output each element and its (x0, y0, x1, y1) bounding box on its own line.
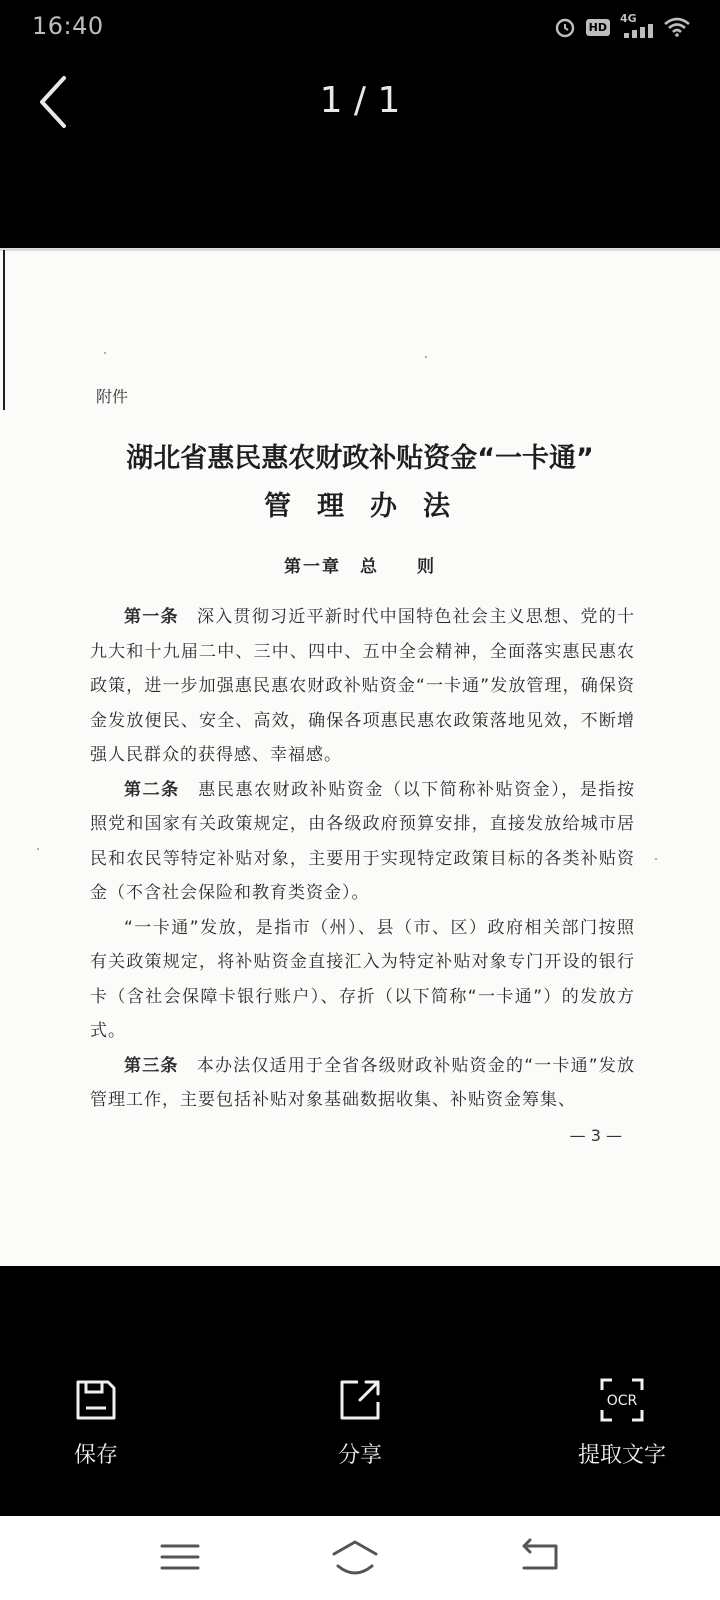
document-body (90, 600, 635, 1118)
back-nav-button[interactable] (518, 1538, 562, 1576)
menu-icon (158, 1538, 202, 1576)
article-lead: 第二条 (124, 779, 180, 800)
scan-edge-left (3, 250, 5, 410)
save-button[interactable] (26, 1376, 166, 1469)
document-subtitle: 管理办法 (264, 491, 476, 522)
article-paragraph (90, 911, 635, 1049)
share-label: 分享 (337, 1443, 382, 1468)
back-nav-icon (518, 1538, 562, 1576)
home-button[interactable] (330, 1538, 380, 1576)
status-bar (0, 0, 720, 56)
save-label: 保存 (73, 1443, 118, 1468)
ocr-icon-text: OCR (606, 1393, 638, 1409)
scan-speck (37, 848, 39, 850)
alarm-icon (554, 16, 576, 38)
article-paragraph (90, 1049, 635, 1118)
page-counter: 1 / 1 (319, 80, 401, 121)
chapter-heading: 第一章 总 则 (284, 557, 436, 577)
wifi-icon (664, 17, 690, 37)
system-nav-bar (0, 1516, 720, 1600)
signal-4g-icon (620, 12, 654, 38)
extract-text-label: 提取文字 (577, 1443, 666, 1468)
home-icon (330, 1538, 380, 1576)
share-button[interactable] (290, 1376, 430, 1469)
network-type: 4G (620, 12, 637, 25)
share-icon (336, 1376, 384, 1424)
scan-speck (425, 356, 427, 358)
article-text: “一卡通”发放，是指市（州）、县（市、区）政府相关部门按照有关政策规定，将补贴资金直接汇入为特定补贴对象专门开设的银行卡（含社会保障卡银行账户）、存折（以下简称“一卡通”）的发放方式。 (90, 917, 635, 1041)
status-time: 16:40 (32, 12, 104, 40)
document-image[interactable] (0, 248, 720, 1266)
article-paragraph (90, 773, 635, 911)
save-icon (72, 1376, 120, 1424)
extract-text-button[interactable] (552, 1376, 692, 1469)
article-paragraph (90, 600, 635, 773)
article-text: 本办法仅适用于全省各级财政补贴资金的“一卡通”发放管理工作，主要包括补贴对象基础数据收集、补贴资金筹集、 (90, 1055, 635, 1110)
status-icons (554, 12, 690, 38)
article-lead: 第三条 (124, 1055, 179, 1076)
attachment-label: 附件 (96, 387, 129, 406)
scan-speck (655, 858, 657, 860)
scan-edge-top (0, 248, 720, 251)
article-text: 深入贯彻习近平新时代中国特色社会主义思想、党的十九大和十九届二中、三中、四中、五中全会精神，全面落实惠民惠农政策，进一步加强惠民惠农财政补贴资金“一卡通”发放管理，确保资金发放便民、安全、高效，确保各项惠民惠农政策落地见效，不断增强人民群众的获得感、幸福感。 (90, 607, 636, 765)
scan-speck (104, 352, 106, 354)
document-title: 湖北省惠民惠农财政补贴资金“一卡通” (126, 443, 594, 474)
hd-icon: HD (586, 19, 610, 36)
ocr-icon (598, 1376, 646, 1424)
viewer-top-bar (0, 56, 720, 246)
action-bar (0, 1266, 720, 1516)
menu-button[interactable] (158, 1538, 202, 1576)
article-lead: 第一条 (124, 607, 179, 627)
page-number: — 3 — (569, 1126, 622, 1145)
article-text: 惠民惠农财政补贴资金（以下简称补贴资金），是指按照党和国家有关政策规定，由各级政府预算安排，直接发放给城市居民和农民等特定补贴对象，主要用于实现特定政策目标的各类补贴资金（不含社会保险和教育类资金）。 (90, 779, 636, 903)
